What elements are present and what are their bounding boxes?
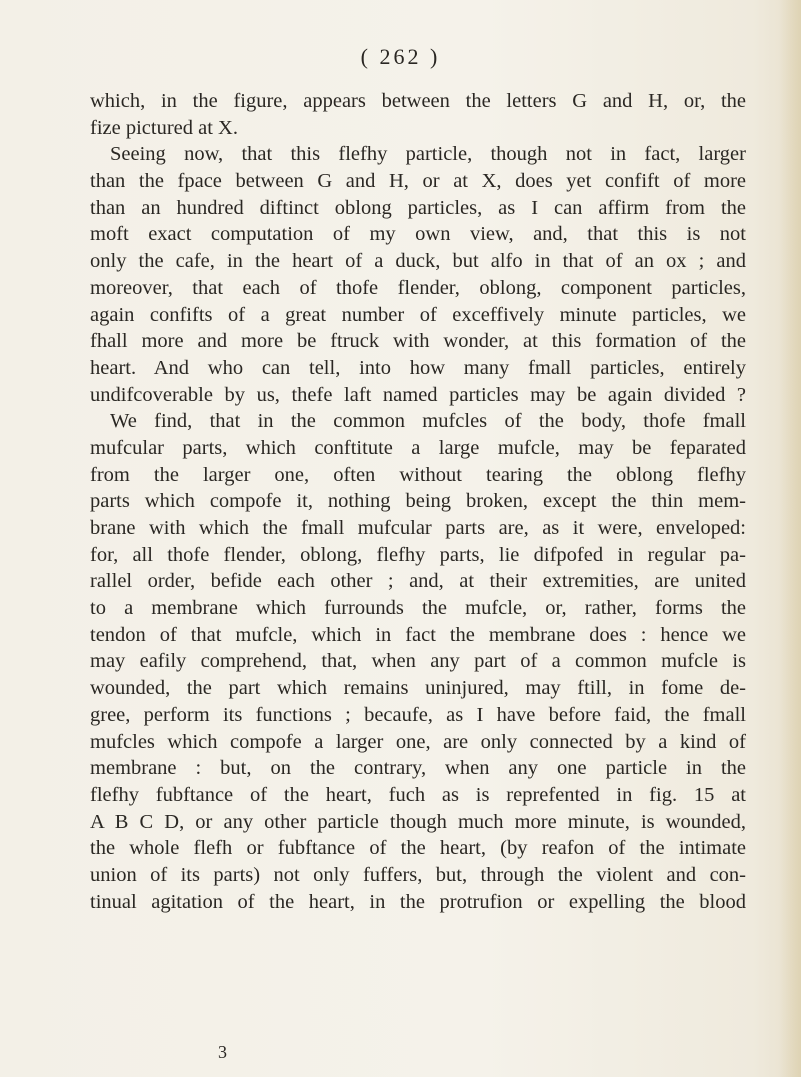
text-line: to a membrane which furrounds the mufcle, or, rather, forms the (90, 597, 746, 620)
text-line: only the cafe, in the heart of a duck, but alfo in that of an ox ; and (90, 250, 746, 273)
text-line: undifcoverable by us, thefe laft named particles may be again divided ? (90, 383, 746, 406)
text-line: from the larger one, often without tearing the oblong flefhy (90, 463, 746, 486)
text-line: than the fpace between G and H, or at X, does yet confift of more (90, 170, 746, 193)
text-line: fhall more and more be ftruck with wonder, at this formation of the (90, 330, 746, 353)
text-line: than an hundred diftinct oblong particles, as I can affirm from the (90, 196, 746, 219)
text-line: rallel order, befide each other ; and, at their extremities, are united (90, 570, 746, 593)
text-line: gree, perform its functions ; becaufe, as I have before faid, the fmall (90, 703, 746, 726)
text-line: which, in the figure, appears between the letters G and H, or, the (90, 90, 746, 112)
text-line: brane with which the fmall mufcular parts are, as it were, enveloped: (90, 517, 746, 539)
text-line: membrane : but, on the contrary, when any one particle in the (90, 757, 746, 780)
text-line: union of its parts) not only fuffers, but, through the violent and con- (90, 863, 746, 886)
signature-mark: 3 (218, 1042, 227, 1062)
text-line: parts which compofe it, nothing being broken, except the thin mem- (90, 490, 746, 513)
text-line: for, all thofe flender, oblong, flefhy parts, lie difpofed in regular pa- (90, 543, 746, 566)
text-line: the whole flefh or fubftance of the heart, (by reafon of the intimate (90, 837, 746, 860)
text-line: mufcular parts, which conftitute a large mufcle, may be feparated (90, 436, 746, 459)
text-line: wounded, the part which remains uninjured, may ftill, in fome de- (90, 677, 746, 700)
text-line: A B C D, or any other particle though much more minute, is wounded, (90, 810, 746, 833)
text-line: flefhy fubftance of the heart, fuch as is reprefented in fig. 15 at (90, 783, 746, 806)
text-line: mufcles which compofe a larger one, are only connected by a kind of (90, 730, 746, 753)
text-line: fize pictured at X. (90, 116, 238, 139)
body-text (90, 88, 746, 915)
text-line: moreover, that each of thofe flender, oblong, component particles, (90, 276, 746, 299)
text-line: tinual agitation of the heart, in the protrufion or expelling the blood (90, 890, 746, 913)
text-line: may eafily comprehend, that, when any part of a common mufcle is (90, 650, 746, 673)
text-line: moft exact computation of my own view, and, that this is not (90, 223, 746, 246)
text-line: We find, that in the common mufcles of the body, thofe fmall (110, 410, 746, 433)
text-line: heart. And who can tell, into how many fmall particles, entirely (90, 356, 746, 379)
text-line: again confifts of a great number of exceffively minute particles, we (90, 303, 746, 326)
page-edge-shadow (779, 0, 801, 1077)
text-line: tendon of that mufcle, which in fact the membrane does : hence we (90, 623, 746, 646)
text-line: Seeing now, that this flefhy particle, though not in fact, larger (110, 143, 746, 166)
page-number: ( 262 ) (360, 44, 441, 69)
